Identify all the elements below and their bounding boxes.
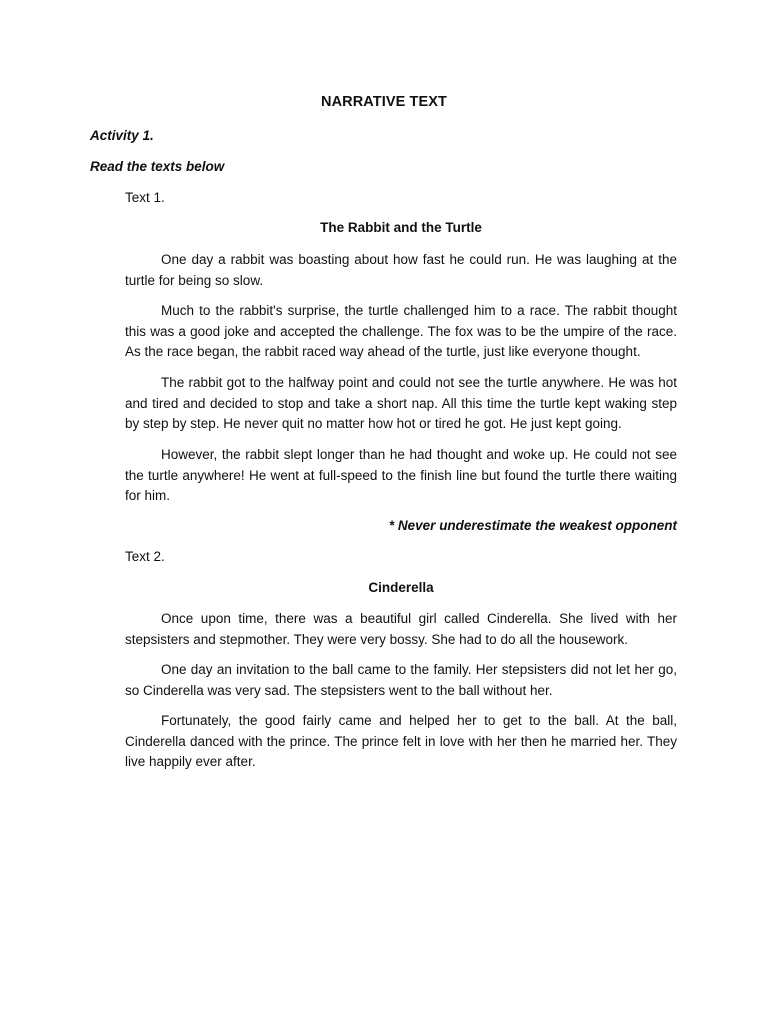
text-2-title: Cinderella [368,580,434,595]
document-title: NARRATIVE TEXT [321,94,447,110]
text-2-label: Text 2. [125,549,165,564]
text-2-paragraph-1: Once upon time, there was a beautiful girl called Cinderella. She lived with her stepsisters and stepmother. They were very bossy. She had to do all the housework. [125,611,677,647]
text-1-paragraph-1: One day a rabbit was boasting about how fast he could run. He was laughing at the turtle for being so slow. [125,252,677,288]
activity-instruction: Read the texts below [90,159,225,174]
text-2-paragraph-3: Fortunately, the good fairly came and helped her to get to the ball. At the ball, Cinderella danced with the prince. The prince felt in love with her then he married her. They live happily ever after. [125,713,677,769]
text-1-title: The Rabbit and the Turtle [320,220,482,235]
text-1-label: Text 1. [125,190,165,205]
text-1-paragraph-2: Much to the rabbit's surprise, the turtle challenged him to a race. The rabbit thought this was a good joke and accepted the challenge. The fox was to be the umpire of the race. As the race began, the rabbit raced way ahead of the turtle, just like everyone thought. [125,303,677,359]
activity-heading: Activity 1. [90,128,154,143]
text-2-paragraph-2: One day an invitation to the ball came to the family. Her stepsisters did not let her go, so Cinderella was very sad. The stepsisters went to the ball without her. [125,662,677,698]
text-1-paragraph-3: The rabbit got to the halfway point and could not see the turtle anywhere. He was hot and tired and decided to stop and take a short nap. All this time the turtle kept waking step by step by step. He never quit no matter how hot or tired he got. He just kept going. [125,375,677,431]
text-1-paragraph-4: However, the rabbit slept longer than he had thought and woke up. He could not see the turtle anywhere! He went at full-speed to the finish line but found the turtle there waiting for him. [125,447,677,503]
text-1-moral: * Never underestimate the weakest opponent [388,518,677,533]
